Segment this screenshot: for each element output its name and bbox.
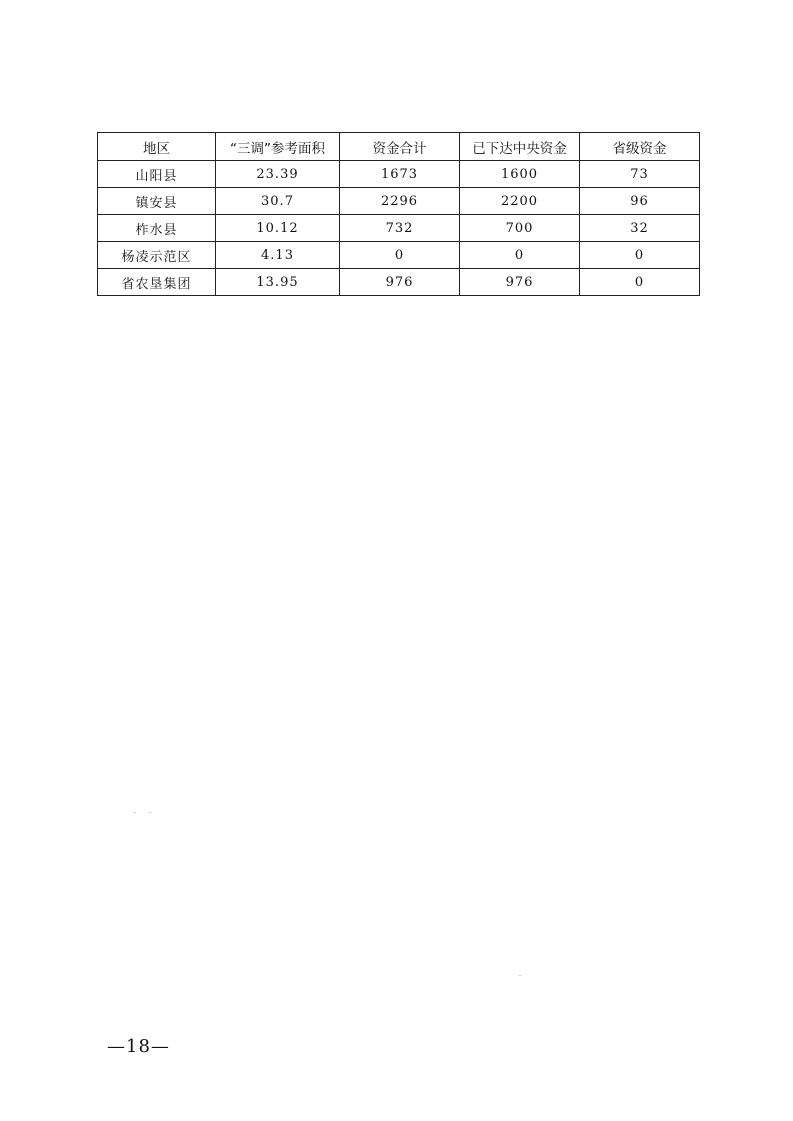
cell-total: 2296 bbox=[340, 188, 460, 215]
scan-speck bbox=[149, 812, 151, 813]
table-row bbox=[98, 188, 700, 215]
header-total-funds: 资金合计 bbox=[340, 133, 460, 161]
cell-provincial: 96 bbox=[580, 188, 700, 215]
table-header-row bbox=[98, 133, 700, 161]
cell-area: 30.7 bbox=[216, 188, 340, 215]
cell-region: 省农垦集团 bbox=[98, 269, 216, 296]
cell-total: 732 bbox=[340, 215, 460, 242]
cell-central: 0 bbox=[460, 242, 580, 269]
cell-total: 1673 bbox=[340, 161, 460, 188]
header-provincial-funds: 省级资金 bbox=[580, 133, 700, 161]
table-row bbox=[98, 242, 700, 269]
cell-central: 1600 bbox=[460, 161, 580, 188]
funding-table bbox=[97, 132, 700, 296]
cell-region: 杨凌示范区 bbox=[98, 242, 216, 269]
page-number: —18— bbox=[107, 1036, 170, 1057]
cell-central: 976 bbox=[460, 269, 580, 296]
cell-total: 976 bbox=[340, 269, 460, 296]
table-row bbox=[98, 161, 700, 188]
scan-speck bbox=[134, 812, 136, 813]
cell-region: 柞水县 bbox=[98, 215, 216, 242]
cell-area: 13.95 bbox=[216, 269, 340, 296]
cell-area: 10.12 bbox=[216, 215, 340, 242]
header-reference-area: “三调”参考面积 bbox=[216, 133, 340, 161]
table-row bbox=[98, 215, 700, 242]
header-region: 地区 bbox=[98, 133, 216, 161]
cell-region: 山阳县 bbox=[98, 161, 216, 188]
cell-central: 700 bbox=[460, 215, 580, 242]
cell-area: 4.13 bbox=[216, 242, 340, 269]
table-row bbox=[98, 269, 700, 296]
cell-provincial: 0 bbox=[580, 242, 700, 269]
cell-provincial: 0 bbox=[580, 269, 700, 296]
cell-provincial: 73 bbox=[580, 161, 700, 188]
cell-region: 镇安县 bbox=[98, 188, 216, 215]
cell-provincial: 32 bbox=[580, 215, 700, 242]
scan-speck bbox=[519, 975, 521, 976]
cell-total: 0 bbox=[340, 242, 460, 269]
cell-area: 23.39 bbox=[216, 161, 340, 188]
header-central-funds: 已下达中央资金 bbox=[460, 133, 580, 161]
cell-central: 2200 bbox=[460, 188, 580, 215]
